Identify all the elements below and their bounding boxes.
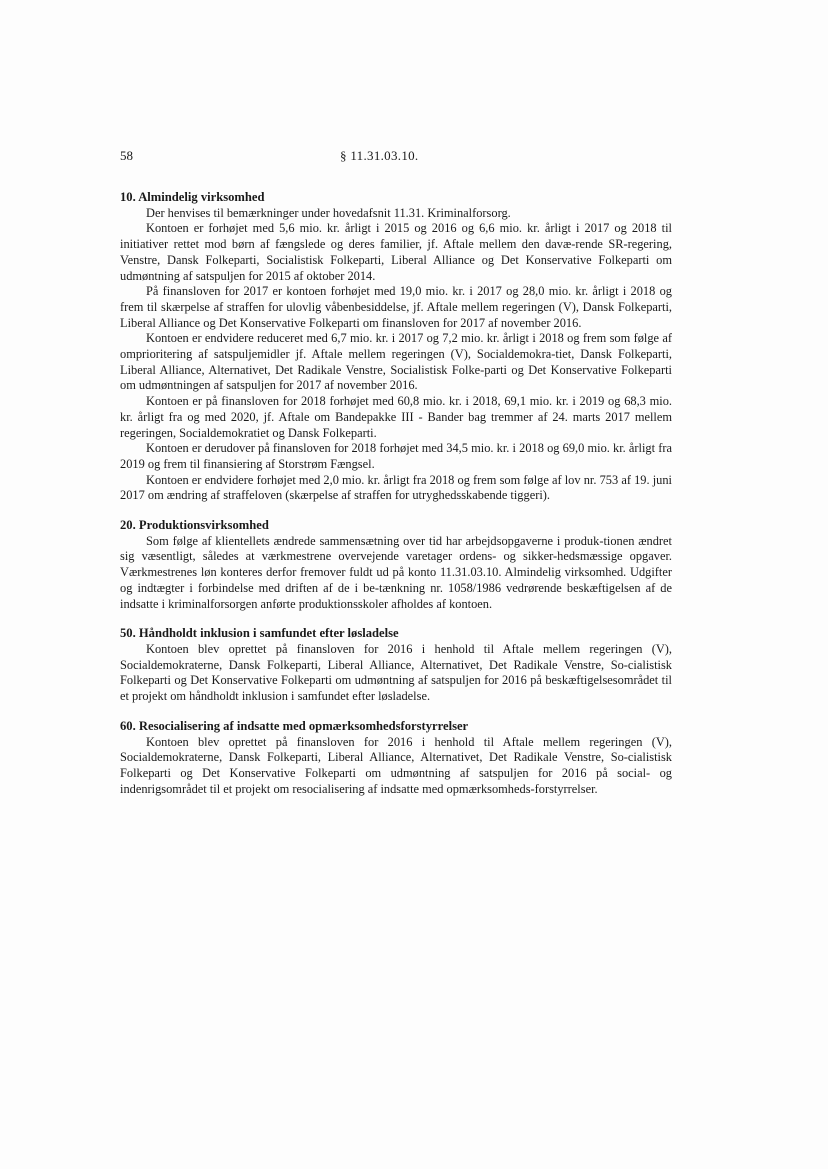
paragraph: Kontoen er endvidere forhøjet med 2,0 mio. kr. årligt fra 2018 og frem som følge af lov nr. 753 af 19. juni 2017 om ændring af straffeloven (skærpelse af straffen for utryghedsskabende tiggeri). <box>120 472 672 503</box>
paragraph: Kontoen er på finansloven for 2018 forhøjet med 60,8 mio. kr. i 2018, 69,1 mio. kr. i 2019 og 68,3 mio. kr. årligt fra og med 2020, jf. Aftale om Bandepakke III - Bander bag tremmer af 24. marts 2017 mellem regeringen, Socialdemokratiet og Dansk Folkeparti. <box>120 394 672 440</box>
section-haandholdt-inklusion <box>120 626 672 705</box>
section-title: 60. Resocialisering af indsatte med opmærksomhedsforstyrrelser <box>120 718 469 733</box>
section-produktionsvirksomhed <box>120 518 672 612</box>
paragraph: Kontoen er forhøjet med 5,6 mio. kr. årligt i 2015 og 2016 og 6,6 mio. kr. årligt i 2017 og 2018 til initiativer rettet mod børn af fængslede og deres familier, jf. Aftale mellem den davæ-rende SR-regering, Venstre, Dansk Folkeparti, Socialistisk Folkeparti, Liberal Alliance og Det Konservative Folkeparti om udmøntning af satspuljen for 2015 af oktober 2014. <box>120 221 672 283</box>
page-content <box>120 190 672 811</box>
page-number: 58 <box>120 148 133 163</box>
paragraph: Kontoen er derudover på finansloven for 2018 forhøjet med 34,5 mio. kr. i 2018 og 69,0 mio. kr. årligt fra 2019 og frem til finansiering af Storstrøm Fængsel. <box>120 441 672 471</box>
paragraph: Som følge af klientellets ændrede sammensætning over tid har arbejdsopgaverne i produk-tionen ændret sig væsentligt, således at værkmestrene overvejende varetager ordens- og sikker-hedsmæssige opgaver. Værkmestrenes løn konteres derfor fremover fuldt ud på konto 11.31.03.10. Almindelig virksomhed. Udgifter og indtægter i forbindelse med driften af de i be-tænkning nr. 1058/1986 vedrørende beskæftigelsen af de indsatte i kriminalforsorgen anførte produktionsskoler afholdes af kontoen. <box>120 533 672 611</box>
section-almindelig-virksomhed <box>120 190 672 504</box>
section-title: 50. Håndholdt inklusion i samfundet efter løsladelse <box>120 626 399 641</box>
paragraph: Kontoen er endvidere reduceret med 6,7 mio. kr. i 2017 og 7,2 mio. kr. årligt i 2018 og frem som følge af omprioritering af satspuljemidler jf. Aftale mellem regeringen (V), Socialdemokra-tiet, Dansk Folkeparti, Liberal Alliance, Alternativet, Det Radikale Venstre, Socialistisk Folke-parti og Det Konservative Folkeparti om udmøntningen af satspuljen for 2017 af november 2016. <box>120 331 672 393</box>
paragraph: Der henvises til bemærkninger under hovedafsnit 11.31. Kriminalforsorg. <box>146 205 511 220</box>
paragraph: Kontoen blev oprettet på finansloven for 2016 i henhold til Aftale mellem regeringen (V), Socialdemokraterne, Dansk Folkeparti, Liberal Alliance, Alternativet, Det Radikale Venstre, So-cialistisk Folkeparti og Det Konservative Folkeparti om udmøntning af satspuljen for 2016 på beskæftigelsesområdet til et projekt om håndholdt inklusion i samfundet efter løsladelse. <box>120 641 672 704</box>
section-title: 10. Almindelig virksomhed <box>120 190 265 204</box>
section-title: 20. Produktionsvirksomhed <box>120 518 269 533</box>
paragraph: Kontoen blev oprettet på finansloven for 2016 i henhold til Aftale mellem regeringen (V), Socialdemokraterne, Dansk Folkeparti, Liberal Alliance, Alternativet, Det Radikale Venstre, So-cialistisk Folkeparti og Det Konservative Folkeparti om udmøntning af satspuljen for 2016 på social- og indenrigsområdet til et projekt om resocialisering af indsatte med opmærksomheds-forstyrrelser. <box>120 734 672 796</box>
section-resocialisering <box>120 719 672 798</box>
section-reference: § 11.31.03.10. <box>340 148 419 163</box>
paragraph: På finansloven for 2017 er kontoen forhøjet med 19,0 mio. kr. i 2017 og 28,0 mio. kr. årligt i 2018 og frem til skærpelse af straffen for ulovlig våbenbesiddelse, jf. Aftale mellem regeringen (V), Dansk Folkeparti, Liberal Alliance og Det Konservative Folkeparti om finansloven for 2017 af november 2016. <box>120 284 672 330</box>
